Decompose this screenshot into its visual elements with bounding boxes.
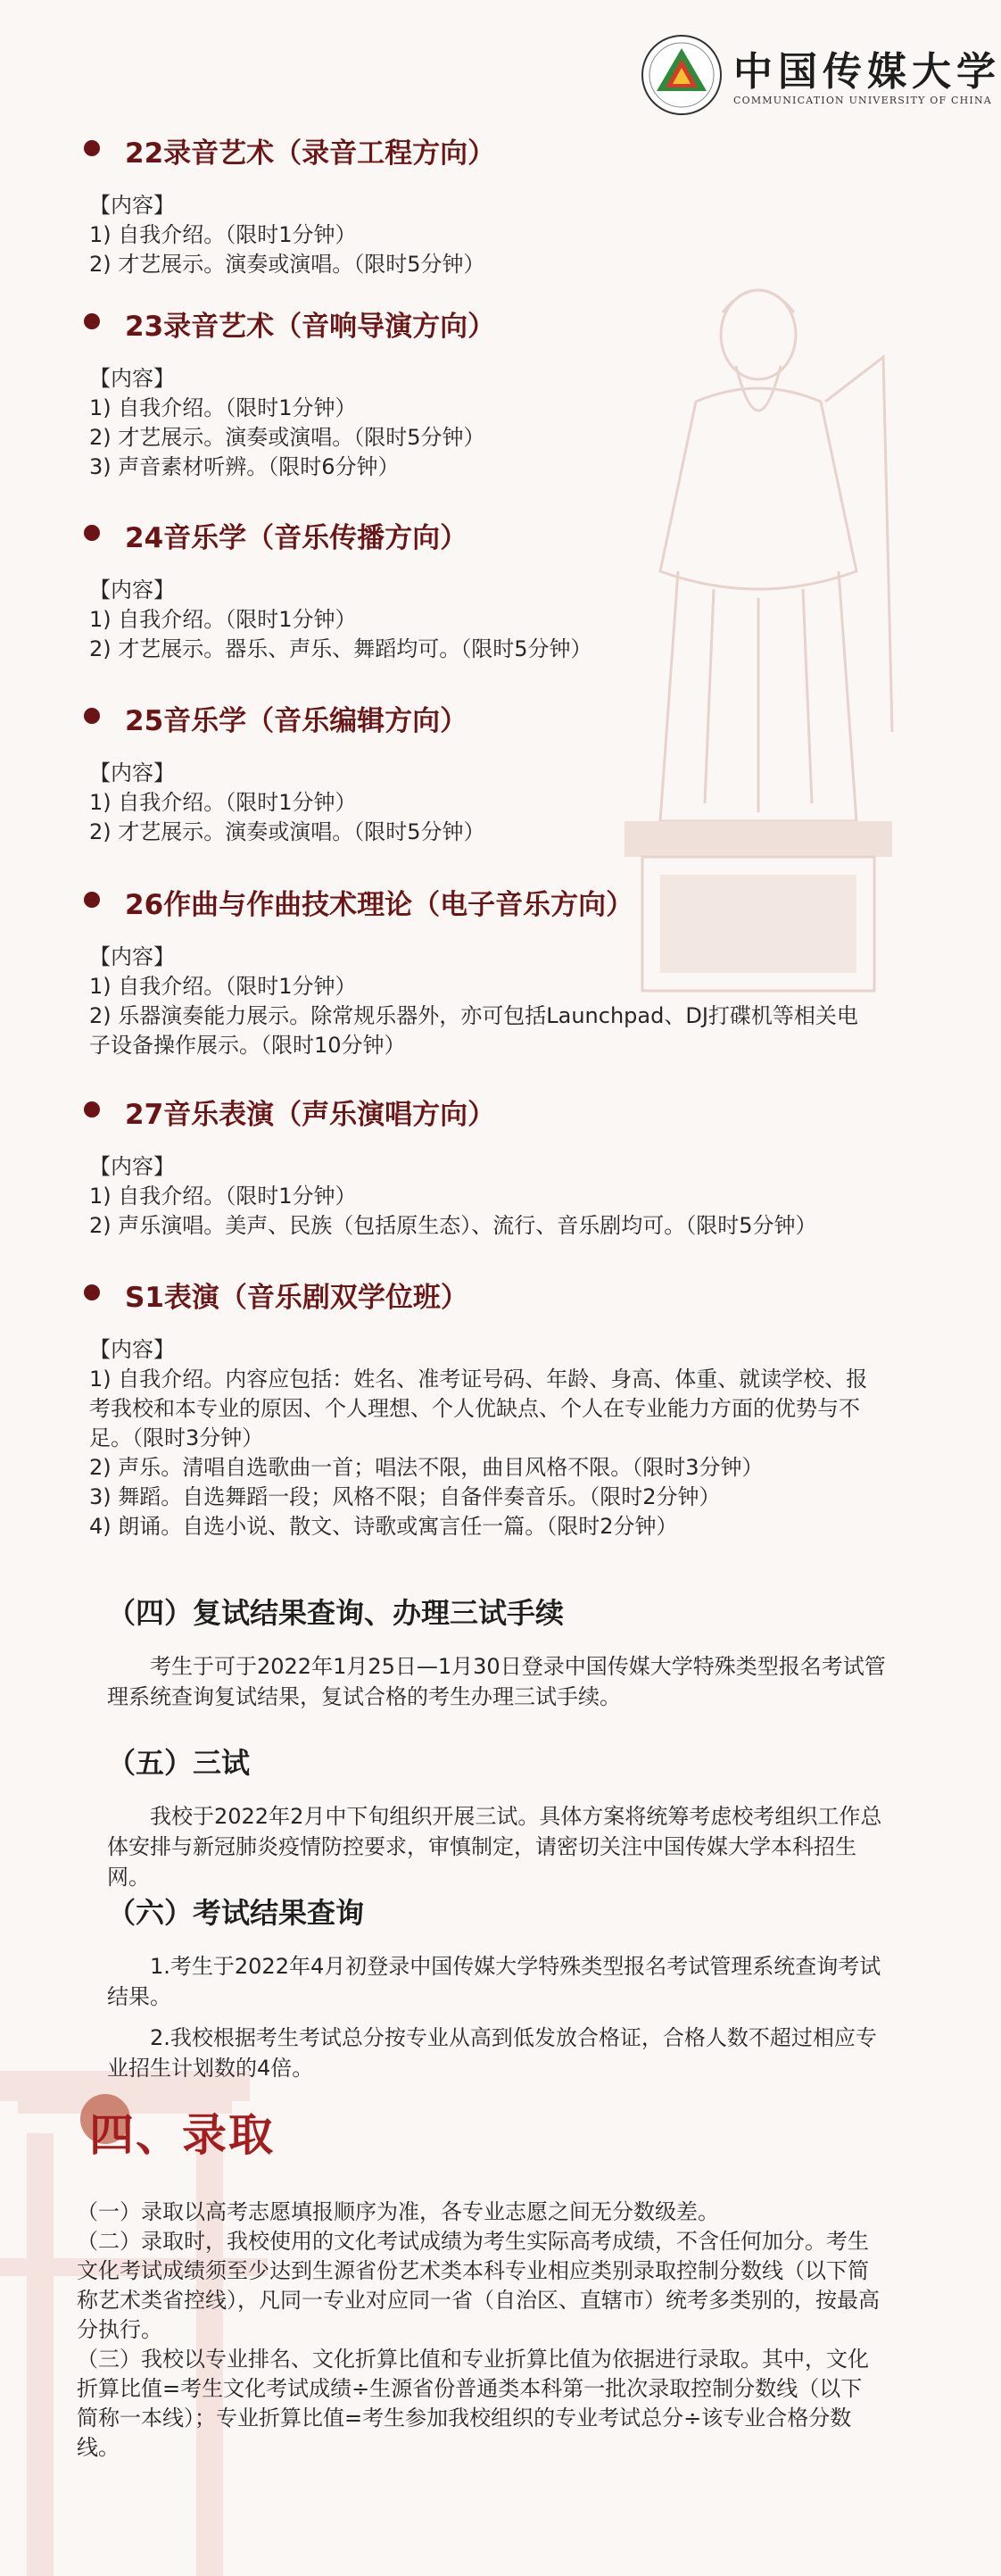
admission-paragraph: （三）我校以专业排名、文化折算比值和专业折算比值为依据进行录取。其中，文化折算比值=考生文化考试成绩÷生源省份普通类本科第一批次录取控制分数线（以下简称一本线）；专业折算比值=考生参加我校组织的专业考试总分÷该专业合格分数线。 — [77, 2347, 869, 2460]
content-line: 4) 朗诵。自选小说、散文、诗歌或寓言任一篇。（限时2分钟） — [89, 1514, 678, 1539]
content-line: 2) 声乐演唱。美声、民族（包括原生态）、流行、音乐剧均可。（限时5分钟） — [89, 1213, 817, 1238]
content-label: 【内容】 — [89, 193, 175, 218]
bullet-dot-icon — [84, 1101, 100, 1118]
section-heading: 22录音艺术（录音工程方向） — [89, 130, 910, 166]
content-line: 1) 自我介绍。（限时1分钟） — [89, 607, 357, 632]
content-line: 2) 乐器演奏能力展示。除常规乐器外，亦可包括Launchpad、DJ打碟机等相关电 — [89, 1003, 858, 1028]
content-line: 足。（限时3分钟） — [89, 1425, 264, 1450]
content-line: 考我校和本专业的原因、个人理想、个人优缺点、个人在专业能力方面的优势与不 — [89, 1396, 860, 1421]
section-23 — [89, 303, 910, 482]
section-heading: 25音乐学（音乐编辑方向） — [89, 698, 910, 734]
bullet-dot-icon — [84, 1284, 100, 1300]
section-heading: 23录音艺术（音响导演方向） — [89, 303, 910, 339]
section-24 — [89, 515, 910, 664]
content-label: 【内容】 — [89, 366, 175, 391]
content-label: 【内容】 — [89, 944, 175, 969]
subsection-third-exam — [107, 1741, 892, 1892]
section-heading: 24音乐学（音乐传播方向） — [89, 515, 910, 551]
admission-paragraph: （一）录取以高考志愿填报顺序为准，各专业志愿之间无分数级差。 — [77, 2199, 719, 2224]
university-name-cn: 中国传媒大学 — [733, 49, 1001, 95]
subsection-title: （五）三试 — [107, 1746, 251, 1780]
section-25 — [89, 698, 910, 847]
admission-body — [77, 2198, 880, 2463]
content-line: 2) 才艺展示。演奏或演唱。（限时5分钟） — [89, 252, 485, 277]
section-26 — [89, 882, 910, 1060]
content-line: 1) 自我介绍。（限时1分钟） — [89, 974, 357, 999]
subsection-retest-query — [107, 1591, 892, 1712]
content-line: 3) 声音素材听辨。（限时6分钟） — [89, 454, 400, 479]
paragraph: 2.我校根据考生考试总分按专业从高到低发放合格证，合格人数不超过相应专业招生计划数的4倍。 — [107, 2025, 877, 2081]
paragraph: 考生于可于2022年1月25日—1月30日登录中国传媒大学特殊类型报名考试管理系统查询复试结果，复试合格的考生办理三试手续。 — [107, 1654, 886, 1709]
content-line: 1) 自我介绍。（限时1分钟） — [89, 790, 357, 815]
content-line: 1) 自我介绍。（限时1分钟） — [89, 395, 357, 420]
subsection-result-query — [107, 1890, 892, 2083]
bullet-dot-icon — [84, 313, 100, 329]
content-line: 1) 自我介绍。（限时1分钟） — [89, 222, 357, 247]
section-heading: 26作曲与作曲技术理论（电子音乐方向） — [89, 882, 910, 918]
paragraph: 我校于2022年2月中下旬组织开展三试。具体方案将统筹考虑校考组织工作总体安排与新冠肺炎疫情防控要求，审慎制定，请密切关注中国传媒大学本科招生网。 — [107, 1804, 882, 1890]
admission-paragraph: （二）录取时，我校使用的文化考试成绩为考生实际高考成绩，不含任何加分。考生文化考试成绩须至少达到生源省份艺术类本科专业相应类别录取控制分数线（以下简称艺术类省控线），凡同一专业对应同一省（自治区、直辖市）统考多类别的，按最高分执行。 — [77, 2229, 880, 2342]
triangle-emblem-icon — [641, 34, 723, 116]
bullet-dot-icon — [84, 708, 100, 724]
bullet-dot-icon — [84, 525, 100, 541]
content-label: 【内容】 — [89, 1337, 175, 1362]
university-logo — [641, 34, 1001, 123]
content-label: 【内容】 — [89, 760, 175, 785]
subsection-title: （六）考试结果查询 — [107, 1896, 365, 1930]
section-s1 — [89, 1275, 910, 1541]
section-27 — [89, 1092, 910, 1241]
content-label: 【内容】 — [89, 578, 175, 602]
content-line: 子设备操作展示。（限时10分钟） — [89, 1033, 406, 1058]
content-line: 2) 才艺展示。演奏或演唱。（限时5分钟） — [89, 819, 485, 844]
subsection-title: （四）复试结果查询、办理三试手续 — [107, 1596, 565, 1630]
content-line: 1) 自我介绍。内容应包括：姓名、准考证号码、年龄、身高、体重、就读学校、报 — [89, 1367, 868, 1392]
content-line: 2) 声乐。清唱自选歌曲一首；唱法不限，曲目风格不限。（限时3分钟） — [89, 1455, 764, 1480]
section-heading: S1表演（音乐剧双学位班） — [89, 1275, 910, 1310]
content-label: 【内容】 — [89, 1154, 175, 1179]
bullet-dot-icon — [84, 892, 100, 908]
paragraph: 1.考生于2022年4月初登录中国传媒大学特殊类型报名考试管理系统查询考试结果。 — [107, 1954, 881, 2009]
content-line: 3) 舞蹈。自选舞蹈一段；风格不限；自备伴奏音乐。（限时2分钟） — [89, 1484, 721, 1509]
university-name-en: COMMUNICATION UNIVERSITY OF CHINA — [733, 95, 992, 106]
content-line: 1) 自我介绍。（限时1分钟） — [89, 1184, 357, 1209]
content-line: 2) 才艺展示。器乐、声乐、舞蹈均可。（限时5分钟） — [89, 636, 592, 661]
section-heading: 27音乐表演（声乐演唱方向） — [89, 1092, 910, 1127]
content-line: 2) 才艺展示。演奏或演唱。（限时5分钟） — [89, 425, 485, 450]
section-22 — [89, 130, 910, 279]
bullet-dot-icon — [84, 140, 100, 156]
